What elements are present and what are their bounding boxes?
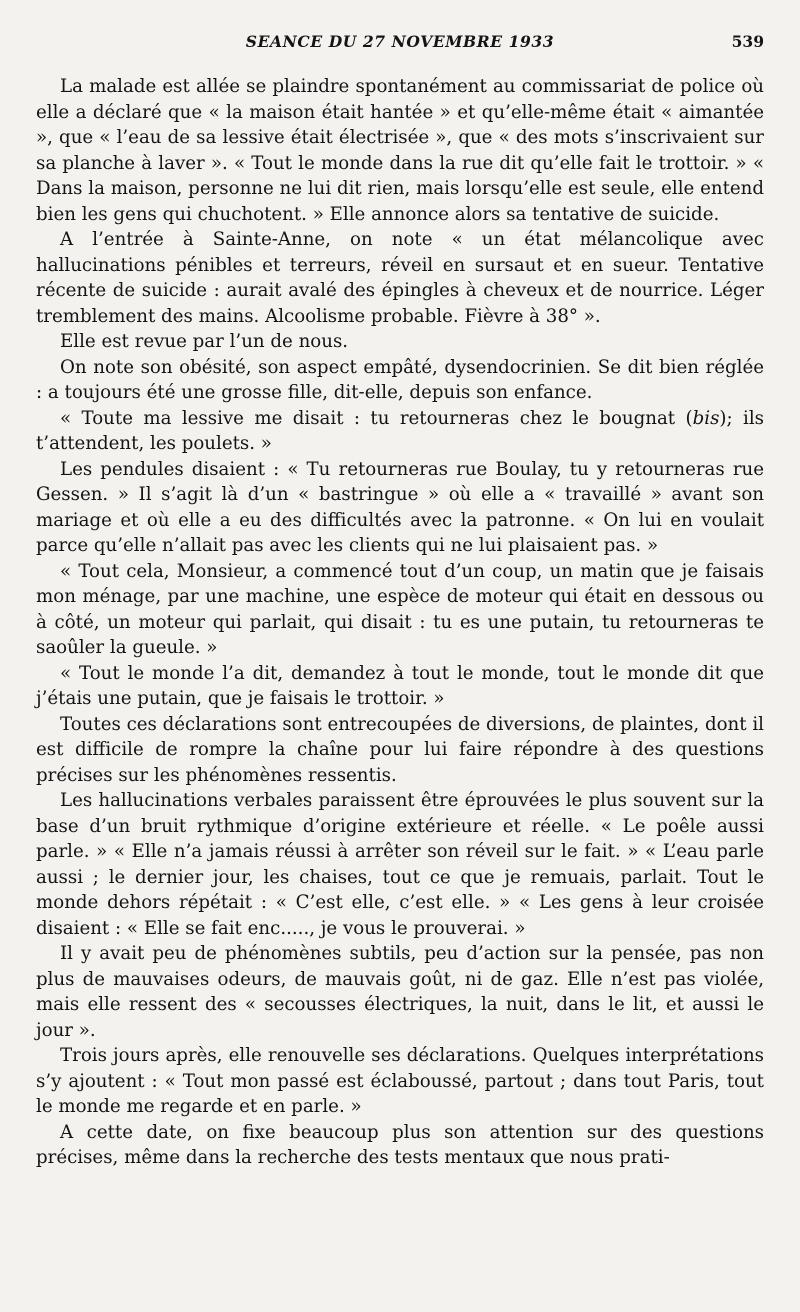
paragraph: Les pendules disaient : « Tu retourneras rue Boulay, tu y retourneras rue Gessen. » Il s’agit là d’un « bastringue » où elle a « travaillé » avant son mariage et où elle a eu des difficultés avec la patronne. « On lui en voulait parce qu’elle n’allait pas avec les clients qui ne lui plaisaient pas. » [36, 458, 764, 556]
running-header [36, 32, 764, 62]
paragraph: Elle est revue par l’un de nous. [60, 331, 349, 352]
italic-bis: bis [692, 407, 720, 429]
paragraph: La malade est allée se plaindre spontanément au commissariat de police où elle a déclaré que « la maison était hantée » et qu’elle-même était « aimantée », que « l’eau de sa lessive était électrisée », que « des mots s’inscrivaient sur sa planche à laver ». « Tout le monde dans la rue dit qu’elle fait le trottoir. » « Dans la maison, personne ne lui dit rien, mais lorsqu’elle est seule, elle entend bien les gens qui chuchotent. » Elle annonce alors sa tentative de suicide. [36, 76, 764, 225]
paragraph: Les hallucinations verbales paraissent être éprouvées le plus souvent sur la base d’un bruit rythmique d’origine extérieure et réelle. « Le poêle aussi parle. » « Elle n’a jamais réussi à arrêter son réveil sur le fait. » « L’eau parle aussi ; le dernier jour, les chaises, tout ce que je remuais, parlait. Tout le monde dehors répétait : « C’est elle, c’est elle. » « Les gens à leur croisée disaient : « Elle se fait enc....., je vous le prouverai. » [36, 790, 764, 939]
paragraph: Toutes ces déclarations sont entrecoupées de diversions, de plaintes, dont il est difficile de rompre la chaîne pour lui faire répondre à des questions précises sur les phénomènes ressentis. [36, 713, 764, 786]
paragraph: A l’entrée à Sainte-Anne, on note « un état mélancolique avec hallucinations pénibles et terreurs, réveil en sursaut et en sueur. Tentative récente de suicide : aurait avalé des épingles à cheveux et de nourrice. Léger tremblement des mains. Alcoolisme probable. Fièvre à 38° ». [36, 229, 764, 327]
paragraph: « Toute ma lessive me disait : tu retourneras chez le bougnat (bis); ils t’attendent, les poulets. » [36, 407, 764, 454]
paragraph: Trois jours après, elle renouvelle ses déclarations. Quelques interprétations s’y ajoutent : « Tout mon passé est éclaboussé, partout ; dans tout Paris, tout le monde me regarde et en parle. » [36, 1045, 764, 1117]
paragraph: « Tout cela, Monsieur, a commencé tout d’un coup, un matin que je faisais mon ménage, par une machine, une espèce de moteur qui était en dessous ou à côté, un moteur qui parlait, qui disait : tu es une putain, tu retourneras te saoûler la gueule. » [36, 560, 764, 658]
page-number: 539 [731, 32, 764, 51]
header-title: SEANCE DU 27 NOVEMBRE 1933 [245, 32, 555, 51]
paragraph: « Tout le monde l’a dit, demandez à tout le monde, tout le monde dit que j’étais une putain, que je faisais le trottoir. » [36, 662, 764, 709]
paragraph: A cette date, on fixe beaucoup plus son attention sur des questions précises, même dans la recherche des tests mentaux que nous prati- [36, 1121, 764, 1168]
body-text [36, 74, 764, 1171]
paragraph: On note son obésité, son aspect empâté, dysendocrinien. Se dit bien réglée : a toujours été une grosse fille, dit-elle, depuis son enfance. [36, 356, 764, 403]
paragraph: Il y avait peu de phénomènes subtils, peu d’action sur la pensée, pas non plus de mauvaises odeurs, de mauvais goût, ni de gaz. Elle n’est pas violée, mais elle ressent des « secousses électriques, la nuit, dans le lit, et aussi le jour ». [36, 943, 764, 1041]
